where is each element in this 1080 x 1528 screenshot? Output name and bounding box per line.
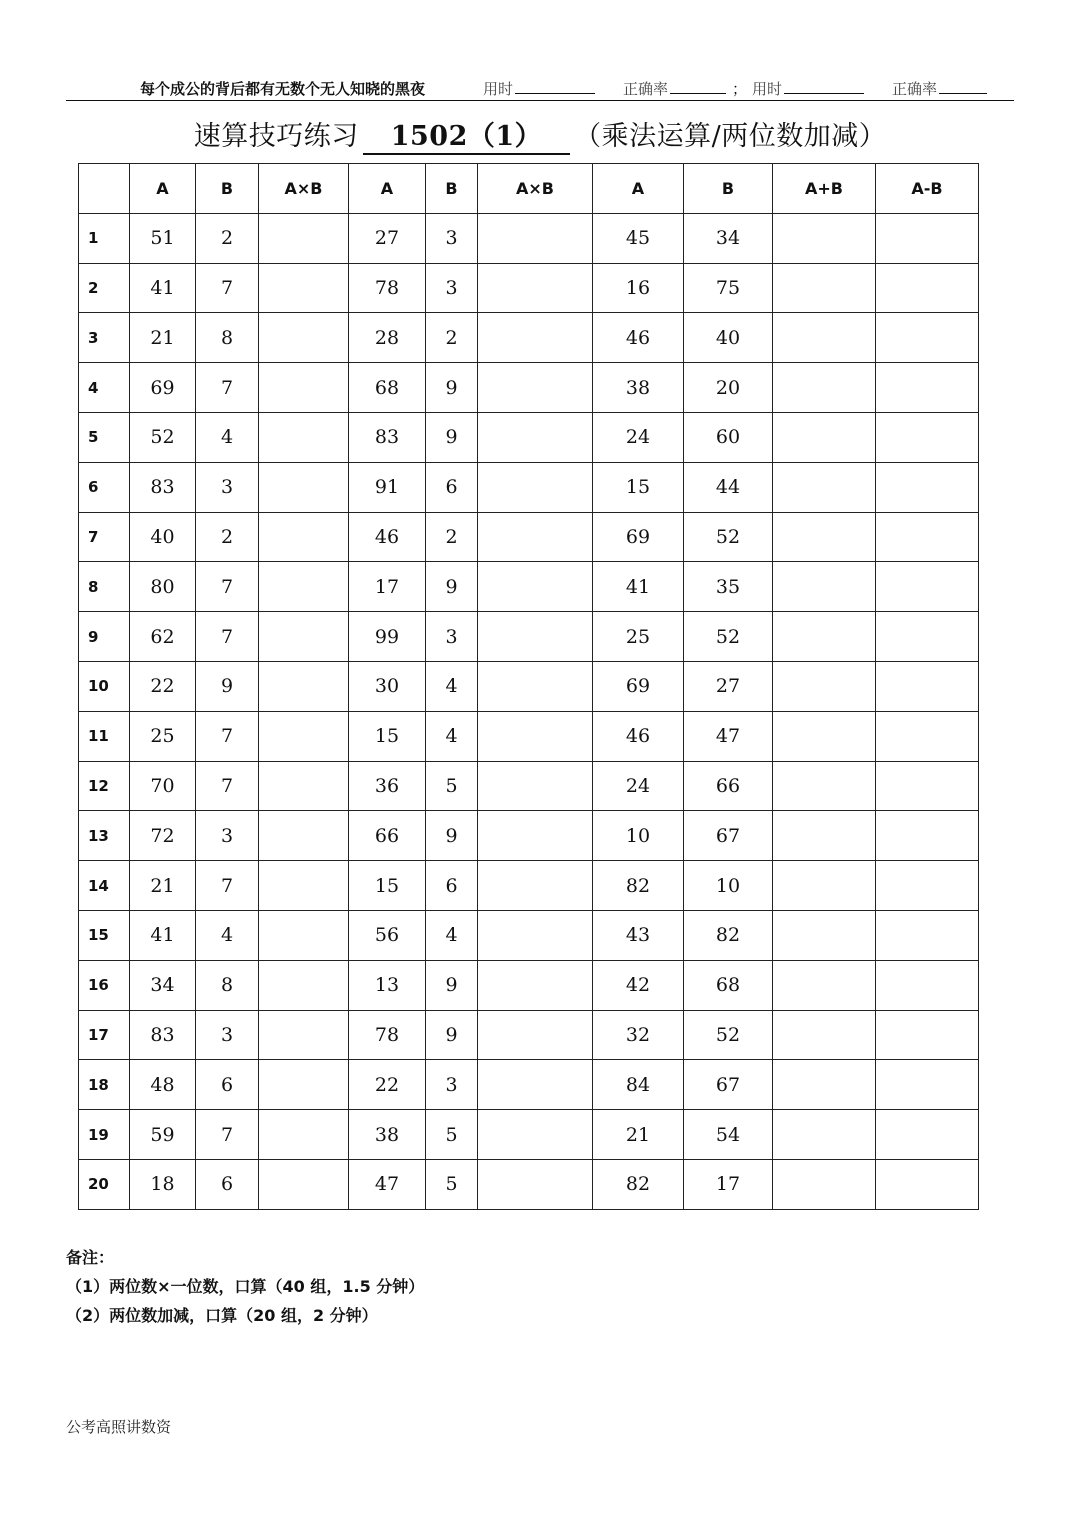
sum-answer-cell[interactable] [773,761,876,811]
difference-answer-cell[interactable] [876,761,979,811]
header-a1: A [130,164,196,214]
mul1-answer-cell[interactable] [259,1159,349,1209]
difference-answer-cell[interactable] [876,811,979,861]
row-number-cell: 11 [79,711,130,761]
mul1-a-cell: 62 [130,612,196,662]
mul1-a-cell: 18 [130,1159,196,1209]
table-row [79,960,979,1010]
mul1-a-cell: 72 [130,811,196,861]
mul2-answer-cell[interactable] [478,512,593,562]
mul2-answer-cell[interactable] [478,612,593,662]
mul2-b-cell: 6 [426,462,478,512]
accuracy-label-2: 正确率 [892,80,938,98]
mul2-answer-cell[interactable] [478,213,593,263]
mul2-answer-cell[interactable] [478,960,593,1010]
row-number-cell: 17 [79,1010,130,1060]
mul1-a-cell: 34 [130,960,196,1010]
difference-answer-cell[interactable] [876,711,979,761]
row-number-cell: 10 [79,661,130,711]
table-row [79,761,979,811]
sum-answer-cell[interactable] [773,811,876,861]
row-number-cell: 20 [79,1159,130,1209]
mul2-a-cell: 27 [349,213,426,263]
notes-section [66,1243,424,1330]
mul2-answer-cell[interactable] [478,263,593,313]
accuracy-label-1: 正确率 [623,80,669,98]
difference-answer-cell[interactable] [876,910,979,960]
mul2-b-cell: 5 [426,1159,478,1209]
accuracy-field-1 [623,78,726,99]
table-row [79,861,979,911]
addsub-a-cell: 41 [593,562,684,612]
mul1-b-cell: 7 [196,1110,259,1160]
mul2-answer-cell[interactable] [478,711,593,761]
mul2-a-cell: 15 [349,861,426,911]
mul2-b-cell: 6 [426,861,478,911]
table-row [79,363,979,413]
difference-answer-cell[interactable] [876,1159,979,1209]
difference-answer-cell[interactable] [876,462,979,512]
row-number-cell: 8 [79,562,130,612]
mul2-a-cell: 78 [349,1010,426,1060]
mul2-b-cell: 5 [426,761,478,811]
mul1-a-cell: 52 [130,412,196,462]
table-body [79,213,979,1209]
mul1-a-cell: 40 [130,512,196,562]
mul1-a-cell: 69 [130,363,196,413]
row-number-cell: 15 [79,910,130,960]
row-number-cell: 19 [79,1110,130,1160]
addsub-a-cell: 24 [593,761,684,811]
mul1-b-cell: 7 [196,711,259,761]
row-number-cell: 6 [79,462,130,512]
row-number-cell: 9 [79,612,130,662]
mul1-a-cell: 59 [130,1110,196,1160]
mul2-a-cell: 15 [349,711,426,761]
difference-answer-cell[interactable] [876,213,979,263]
mul2-a-cell: 99 [349,612,426,662]
addsub-b-cell: 52 [684,512,773,562]
motto-text: 每个成公的背后都有无数个无人知晓的黑夜 [140,80,426,98]
addsub-a-cell: 46 [593,711,684,761]
mul1-b-cell: 7 [196,761,259,811]
sum-answer-cell[interactable] [773,562,876,612]
addsub-b-cell: 47 [684,711,773,761]
difference-answer-cell[interactable] [876,412,979,462]
mul1-answer-cell[interactable] [259,711,349,761]
mul2-b-cell: 3 [426,263,478,313]
sum-answer-cell[interactable] [773,960,876,1010]
mul1-b-cell: 2 [196,512,259,562]
addsub-b-cell: 67 [684,1060,773,1110]
addsub-a-cell: 32 [593,1010,684,1060]
mul1-b-cell: 7 [196,263,259,313]
mul1-b-cell: 2 [196,213,259,263]
table-row [79,910,979,960]
mul2-b-cell: 4 [426,711,478,761]
mul2-b-cell: 9 [426,363,478,413]
note-item-1: （1）两位数×一位数，口算（40 组，1.5 分钟） [66,1277,425,1296]
mul1-answer-cell[interactable] [259,910,349,960]
mul1-answer-cell[interactable] [259,861,349,911]
sum-answer-cell[interactable] [773,612,876,662]
mul2-a-cell: 38 [349,1110,426,1160]
addsub-a-cell: 46 [593,313,684,363]
mul2-answer-cell[interactable] [478,861,593,911]
table-row [79,213,979,263]
mul2-a-cell: 78 [349,263,426,313]
mul2-answer-cell[interactable] [478,562,593,612]
table-row [79,512,979,562]
mul1-a-cell: 83 [130,462,196,512]
mul1-b-cell: 7 [196,612,259,662]
mul2-b-cell: 9 [426,960,478,1010]
mul2-answer-cell[interactable] [478,1010,593,1060]
difference-answer-cell[interactable] [876,1010,979,1060]
mul2-b-cell: 2 [426,512,478,562]
difference-answer-cell[interactable] [876,263,979,313]
addsub-a-cell: 69 [593,512,684,562]
mul1-b-cell: 8 [196,960,259,1010]
sum-answer-cell[interactable] [773,462,876,512]
header-b1: B [196,164,259,214]
addsub-b-cell: 10 [684,861,773,911]
addsub-b-cell: 34 [684,213,773,263]
mul2-a-cell: 28 [349,313,426,363]
mul1-a-cell: 41 [130,263,196,313]
mul2-answer-cell[interactable] [478,462,593,512]
mul2-answer-cell[interactable] [478,811,593,861]
sum-answer-cell[interactable] [773,263,876,313]
table-row [79,1159,979,1209]
sum-answer-cell[interactable] [773,313,876,363]
mul1-answer-cell[interactable] [259,1010,349,1060]
mul2-a-cell: 47 [349,1159,426,1209]
title-code: 1502（1） [363,114,570,155]
mul2-b-cell: 9 [426,412,478,462]
table-row [79,562,979,612]
mul2-answer-cell[interactable] [478,1110,593,1160]
mul1-b-cell: 4 [196,910,259,960]
addsub-b-cell: 54 [684,1110,773,1160]
mul1-answer-cell[interactable] [259,960,349,1010]
notes-heading: 备注： [66,1248,115,1267]
difference-answer-cell[interactable] [876,960,979,1010]
header-a3: A [593,164,684,214]
mul1-answer-cell[interactable] [259,761,349,811]
addsub-b-cell: 17 [684,1159,773,1209]
addsub-b-cell: 44 [684,462,773,512]
row-number-cell: 12 [79,761,130,811]
row-number-cell: 14 [79,861,130,911]
sum-answer-cell[interactable] [773,213,876,263]
mul1-b-cell: 3 [196,1010,259,1060]
table-row [79,1060,979,1110]
addsub-b-cell: 40 [684,313,773,363]
mul2-answer-cell[interactable] [478,661,593,711]
mul2-b-cell: 3 [426,612,478,662]
mul2-answer-cell[interactable] [478,363,593,413]
difference-answer-cell[interactable] [876,861,979,911]
mul2-answer-cell[interactable] [478,910,593,960]
mul2-a-cell: 22 [349,1060,426,1110]
time-field-2 [752,78,864,99]
addsub-a-cell: 15 [593,462,684,512]
mul1-a-cell: 22 [130,661,196,711]
mul2-b-cell: 9 [426,811,478,861]
mul2-a-cell: 56 [349,910,426,960]
mul2-b-cell: 4 [426,910,478,960]
sum-answer-cell[interactable] [773,1060,876,1110]
sum-answer-cell[interactable] [773,861,876,911]
mul1-answer-cell[interactable] [259,612,349,662]
title-suffix: （乘法运算/两位数加减） [574,121,887,152]
addsub-a-cell: 10 [593,811,684,861]
addsub-a-cell: 25 [593,612,684,662]
accuracy-blank-1[interactable] [670,79,726,94]
mul2-a-cell: 66 [349,811,426,861]
sum-answer-cell[interactable] [773,1010,876,1060]
mul2-answer-cell[interactable] [478,412,593,462]
header-aminusb: A-B [876,164,979,214]
page-title [0,114,1080,155]
time-blank-1[interactable] [515,79,595,94]
mul1-answer-cell[interactable] [259,412,349,462]
mul1-b-cell: 7 [196,861,259,911]
title-prefix: 速算技巧练习 [193,121,359,152]
header-axb2: A×B [478,164,593,214]
addsub-a-cell: 16 [593,263,684,313]
row-number-cell: 13 [79,811,130,861]
mul1-a-cell: 70 [130,761,196,811]
difference-answer-cell[interactable] [876,512,979,562]
mul2-a-cell: 17 [349,562,426,612]
row-number-cell: 2 [79,263,130,313]
sum-answer-cell[interactable] [773,512,876,562]
table-row [79,1110,979,1160]
mul2-b-cell: 9 [426,1010,478,1060]
addsub-b-cell: 35 [684,562,773,612]
difference-answer-cell[interactable] [876,562,979,612]
difference-answer-cell[interactable] [876,661,979,711]
addsub-b-cell: 66 [684,761,773,811]
mul2-a-cell: 91 [349,462,426,512]
table-row [79,263,979,313]
header-bar [66,76,1014,101]
addsub-b-cell: 75 [684,263,773,313]
addsub-a-cell: 38 [593,363,684,413]
mul1-b-cell: 6 [196,1159,259,1209]
mul1-answer-cell[interactable] [259,1060,349,1110]
addsub-a-cell: 84 [593,1060,684,1110]
addsub-a-cell: 69 [593,661,684,711]
addsub-b-cell: 67 [684,811,773,861]
sum-answer-cell[interactable] [773,661,876,711]
addsub-b-cell: 27 [684,661,773,711]
mul1-answer-cell[interactable] [259,363,349,413]
sum-answer-cell[interactable] [773,711,876,761]
sum-answer-cell[interactable] [773,412,876,462]
sum-answer-cell[interactable] [773,1159,876,1209]
addsub-b-cell: 82 [684,910,773,960]
mul2-b-cell: 4 [426,661,478,711]
row-number-cell: 7 [79,512,130,562]
time-label-2: 用时 [752,80,783,98]
mul2-answer-cell[interactable] [478,313,593,363]
mul1-answer-cell[interactable] [259,512,349,562]
table-row [79,811,979,861]
row-number-cell: 18 [79,1060,130,1110]
mul2-a-cell: 30 [349,661,426,711]
row-number-cell: 1 [79,213,130,263]
addsub-a-cell: 82 [593,861,684,911]
mul1-answer-cell[interactable] [259,811,349,861]
addsub-a-cell: 21 [593,1110,684,1160]
addsub-a-cell: 82 [593,1159,684,1209]
row-number-cell: 16 [79,960,130,1010]
sum-answer-cell[interactable] [773,1110,876,1160]
addsub-a-cell: 42 [593,960,684,1010]
difference-answer-cell[interactable] [876,363,979,413]
mul1-answer-cell[interactable] [259,562,349,612]
mul2-b-cell: 2 [426,313,478,363]
addsub-a-cell: 43 [593,910,684,960]
mul1-b-cell: 3 [196,811,259,861]
addsub-b-cell: 20 [684,363,773,413]
table-header-row [79,164,979,214]
mul1-answer-cell[interactable] [259,263,349,313]
header-b3: B [684,164,773,214]
mul2-b-cell: 3 [426,1060,478,1110]
addsub-b-cell: 52 [684,1010,773,1060]
mul1-b-cell: 8 [196,313,259,363]
sum-answer-cell[interactable] [773,910,876,960]
mul1-b-cell: 7 [196,562,259,612]
table-row [79,412,979,462]
mul1-a-cell: 21 [130,313,196,363]
time-field-1 [483,78,595,99]
mul2-b-cell: 9 [426,562,478,612]
header-a2: A [349,164,426,214]
mul1-a-cell: 21 [130,861,196,911]
difference-answer-cell[interactable] [876,1110,979,1160]
mul2-answer-cell[interactable] [478,761,593,811]
mul2-a-cell: 46 [349,512,426,562]
accuracy-field-2 [892,78,987,99]
mul1-answer-cell[interactable] [259,213,349,263]
addsub-a-cell: 24 [593,412,684,462]
table-row [79,661,979,711]
accuracy-blank-2[interactable] [939,79,987,94]
mul1-b-cell: 7 [196,363,259,413]
footer-text: 公考高照讲数资 [66,1418,172,1436]
addsub-b-cell: 68 [684,960,773,1010]
mul2-a-cell: 68 [349,363,426,413]
sum-answer-cell[interactable] [773,363,876,413]
mul1-a-cell: 51 [130,213,196,263]
mul2-a-cell: 36 [349,761,426,811]
difference-answer-cell[interactable] [876,1060,979,1110]
row-number-cell: 4 [79,363,130,413]
header-b2: B [426,164,478,214]
addsub-a-cell: 45 [593,213,684,263]
mul2-a-cell: 13 [349,960,426,1010]
addsub-b-cell: 60 [684,412,773,462]
mul1-answer-cell[interactable] [259,313,349,363]
time-label-1: 用时 [483,80,514,98]
separator: ； [732,80,748,98]
mul1-answer-cell[interactable] [259,661,349,711]
header-corner [79,164,130,214]
practice-table [78,163,979,1210]
mul2-answer-cell[interactable] [478,1159,593,1209]
mul2-b-cell: 3 [426,213,478,263]
mul1-a-cell: 41 [130,910,196,960]
difference-answer-cell[interactable] [876,612,979,662]
header-aplusb: A+B [773,164,876,214]
mul1-b-cell: 4 [196,412,259,462]
mul1-a-cell: 48 [130,1060,196,1110]
header-axb1: A×B [259,164,349,214]
difference-answer-cell[interactable] [876,313,979,363]
mul1-answer-cell[interactable] [259,1110,349,1160]
mul1-a-cell: 83 [130,1010,196,1060]
row-number-cell: 5 [79,412,130,462]
mul1-answer-cell[interactable] [259,462,349,512]
table-row [79,462,979,512]
mul1-b-cell: 3 [196,462,259,512]
table-row [79,711,979,761]
addsub-b-cell: 52 [684,612,773,662]
mul2-b-cell: 5 [426,1110,478,1160]
note-item-2: （2）两位数加减，口算（20 组，2 分钟） [66,1306,378,1325]
mul1-b-cell: 9 [196,661,259,711]
mul2-answer-cell[interactable] [478,1060,593,1110]
table-row [79,313,979,363]
mul1-b-cell: 6 [196,1060,259,1110]
mul1-a-cell: 80 [130,562,196,612]
mul2-a-cell: 83 [349,412,426,462]
mul1-a-cell: 25 [130,711,196,761]
table-row [79,1010,979,1060]
time-blank-2[interactable] [784,79,864,94]
table-row [79,612,979,662]
row-number-cell: 3 [79,313,130,363]
